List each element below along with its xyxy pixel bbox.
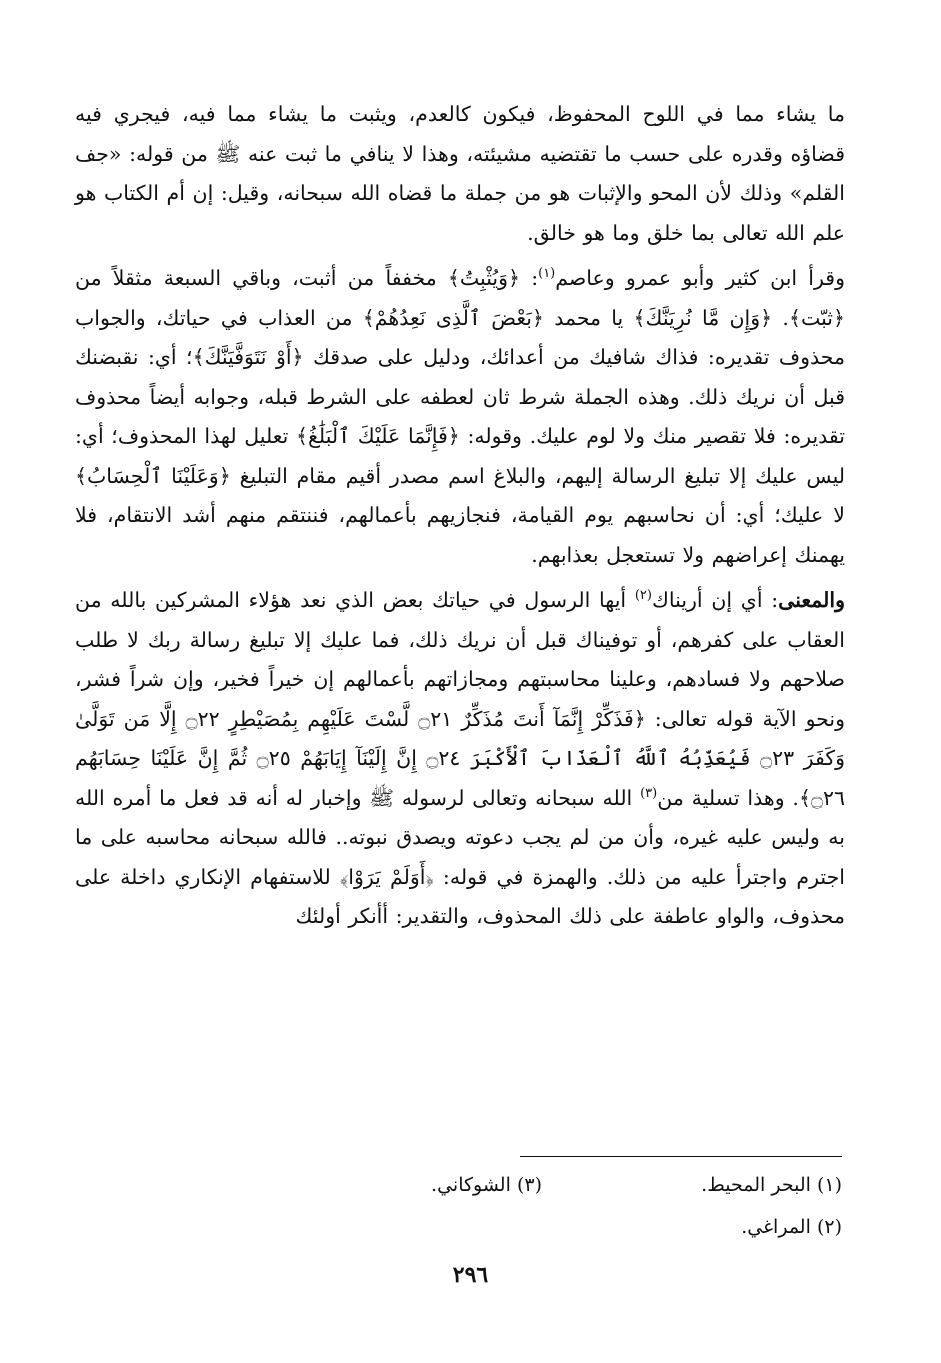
- footnote-row-1: [300, 1168, 842, 1210]
- footnote-ref-3: (٣): [640, 785, 658, 801]
- paragraph-3: [75, 581, 845, 937]
- footnote-3: [431, 1168, 542, 1202]
- paragraph-1-text: ما يشاء مما في اللوح المحفوظ، فيكون كالعدم، ويثبت ما يشاء مما فيه، فيجري فيه قضاؤه وقدره على حسب ما تقتضيه مشيئته، وهذا لا ينافي ما ثبت عنه ﷺ من قوله: «جف القلم» وذلك لأن المحو والإثبات هو من جملة ما قضاه الله سبحانه، وقيل: إن أم الكتاب هو علم الله تعالى بما خلق وما هو خالق.: [75, 102, 845, 245]
- page-body: [75, 95, 845, 937]
- paragraph-2-text-rest: : ﴿وَيُثْبِتُ﴾ مخففاً من أثبت، وباقي السبعة مثقلاً من ﴿ثبّت﴾. ﴿وَإِن مَّا نُرِيَنَّكَ﴾ يا محمد ﴿بَعْضَ ٱلَّذِى نَعِدُهُمْ﴾ من العذاب في حياتك، والجواب محذوف تقديره: فذاك شافيك من أعدائك، ودليل على صدقك ﴿أَوْ نَتَوَفَّيَنَّكَ﴾؛ أي: نقبضنك قبل أن نريك ذلك. وهذه الجملة شرط ثان لعطفه على الشرط قبله، وجوابه أيضاً محذوف تقديره: فلا تقصير منك ولا لوم عليك. وقوله: ﴿فَإِنَّمَا عَلَيْكَ ٱلْبَلَٰغُ﴾ تعليل لهذا المحذوف؛ أي: ليس عليك إلا تبليغ الرسالة إليهم، والبلاغ اسم مصدر أقيم مقام التبليغ ﴿وَعَلَيْنَا ٱلْحِسَابُ﴾ لا عليك؛ أي: أن نحاسبهم يوم القيامة، فنجازيهم بأعمالهم، فننتقم منهم أشد الانتقام، فلا يهمنك إعراضهم ولا تستعجل بعذابهم.: [75, 266, 845, 567]
- paragraph-3-text-mid: أيها الرسول في حياتك بعض الذي نعد هؤلاء المشركين بالله من العقاب على كفرهم، أو توفيناك قبل أن نريك ذلك، فما عليك إلا تبليغ رسالة ربك لا طلب صلاحهم ولا فسادهم، وعلينا محاسبتهم ومجازاتهم بأعمالهم إن خيراً فخير، وإن شراً فشر، ونحو الآية قوله تعالى: ﴿فَذَكِّرْ إِنَّمَآ أَنتَ مُذَكِّرٌ ۝٢١ لَّسْتَ عَلَيْهِم بِمُصَيْطِرٍ ۝٢٢ إِلَّا مَن تَوَلَّىٰ وَكَفَرَ ۝٢٣ فَيُعَذِّبُهُ ٱللَّهُ ٱلْعَذَابَ ٱلْأَكْبَرَ ۝٢٤ إِنَّ إِلَيْنَآ إِيَابَهُمْ ۝٢٥ ثُمَّ إِنَّ عَلَيْنَا حِسَابَهُم ۝٢٦﴾. وهذا تسلية من: [75, 588, 845, 810]
- footnote-1-number: (١): [816, 1174, 842, 1196]
- footnote-row-2: [300, 1210, 842, 1252]
- paragraph-3-lead-word: والمعنى: [778, 588, 845, 612]
- footnote-1: [701, 1168, 842, 1202]
- paragraph-2-text-start: وقرأ ابن كثير وأبو عمرو وعاصم: [555, 266, 845, 290]
- footnote-3-number: (٣): [516, 1174, 542, 1196]
- footnotes: [300, 1168, 842, 1252]
- footnote-1-text: البحر المحيط.: [701, 1174, 811, 1196]
- footnote-divider: [520, 1156, 842, 1157]
- footnote-2-number: (٢): [816, 1216, 842, 1238]
- footnote-ref-1: (١): [538, 266, 556, 282]
- page-number: ٢٩٦: [452, 1262, 489, 1288]
- paragraph-3-text-start: : أي إن أريناك: [651, 588, 779, 612]
- footnote-3-text: الشوكاني.: [431, 1174, 511, 1196]
- footnote-2: [741, 1210, 842, 1244]
- paragraph-2: [75, 259, 845, 575]
- footnote-2-text: المراغي.: [741, 1216, 811, 1238]
- footnote-ref-2: (٢): [634, 588, 652, 604]
- paragraph-3-text-rest: الله سبحانه وتعالى لرسوله ﷺ وإخبار له أنه قد فعل ما أمره الله به وليس عليه غيره، وأن من لم يجب دعوته ويصدق نبوته.. فالله سبحانه محاسبه على ما اجترم واجترأ عليه من ذلك. والهمزة في قوله: ﴿أَوَلَمْ يَرَوْا﴾ للاستفهام الإنكاري داخلة على محذوف، والواو عاطفة على ذلك المحذوف، والتقدير: أأنكر أولئك: [75, 785, 845, 928]
- paragraph-1: [75, 95, 845, 253]
